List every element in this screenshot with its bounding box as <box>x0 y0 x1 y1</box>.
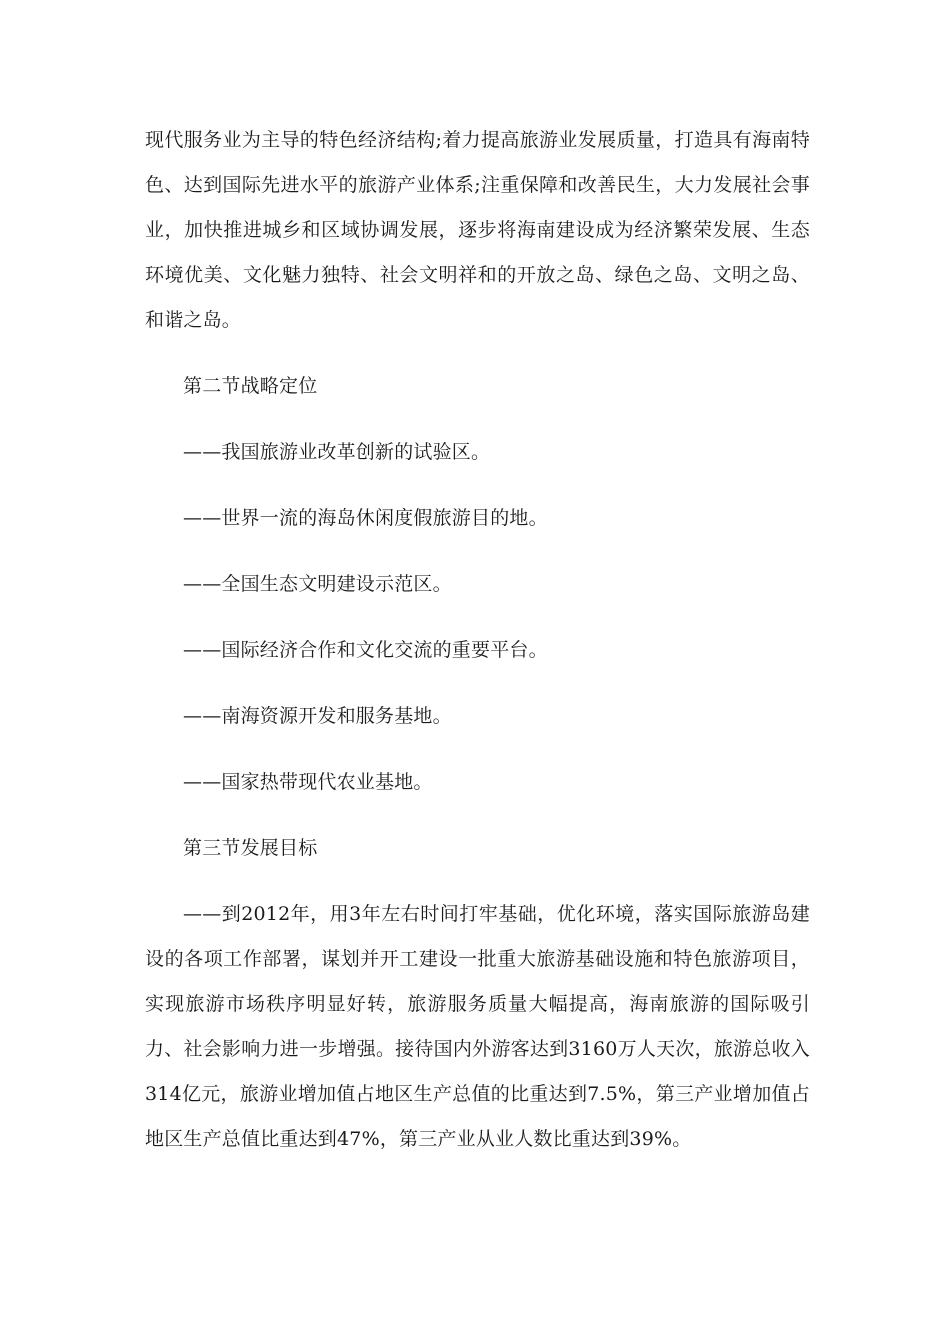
positioning-item: ——世界一流的海岛休闲度假旅游目的地。 <box>183 507 548 529</box>
positioning-item: ——国家热带现代农业基地。 <box>183 771 433 793</box>
paragraph-2012-goals: ——到2012年，用3年左右时间打牢基础，优化环境，落实国际旅游岛建设的各项工作部署，谋划并开工建设一批重大旅游基础设施和特色旅游项目，实现旅游市场秩序明显好转，旅游服务质量大幅提高，海南旅游的国际吸引力、社会影响力进一步增强。接待国内外游客达到3160万人天次，旅游总收入314亿元，旅游业增加值占地区生产总值的比重达到7.5%，第三产业增加值占地区生产总值比重达到47%，第三产业从业人数比重达到39%。 <box>145 903 810 1150</box>
positioning-item: ——南海资源开发和服务基地。 <box>183 705 452 727</box>
positioning-item: ——全国生态文明建设示范区。 <box>183 573 452 595</box>
paragraph-economic-structure: 现代服务业为主导的特色经济结构;着力提高旅游业发展质量，打造具有海南特色、达到国际先进水平的旅游产业体系;注重保障和改善民生，大力发展社会事业，加快推进城乡和区域协调发展，逐步将海南建设成为经济繁荣发展、生态环境优美、文化魅力独特、社会文明祥和的开放之岛、绿色之岛、文明之岛、和谐之岛。 <box>145 129 810 331</box>
positioning-item: ——我国旅游业改革创新的试验区。 <box>183 441 491 463</box>
section-heading-strategic-positioning: 第二节战略定位 <box>183 375 318 397</box>
document-body <box>145 118 810 1162</box>
positioning-item: ——国际经济合作和文化交流的重要平台。 <box>183 639 548 661</box>
section-heading-development-goals: 第三节发展目标 <box>183 837 318 859</box>
